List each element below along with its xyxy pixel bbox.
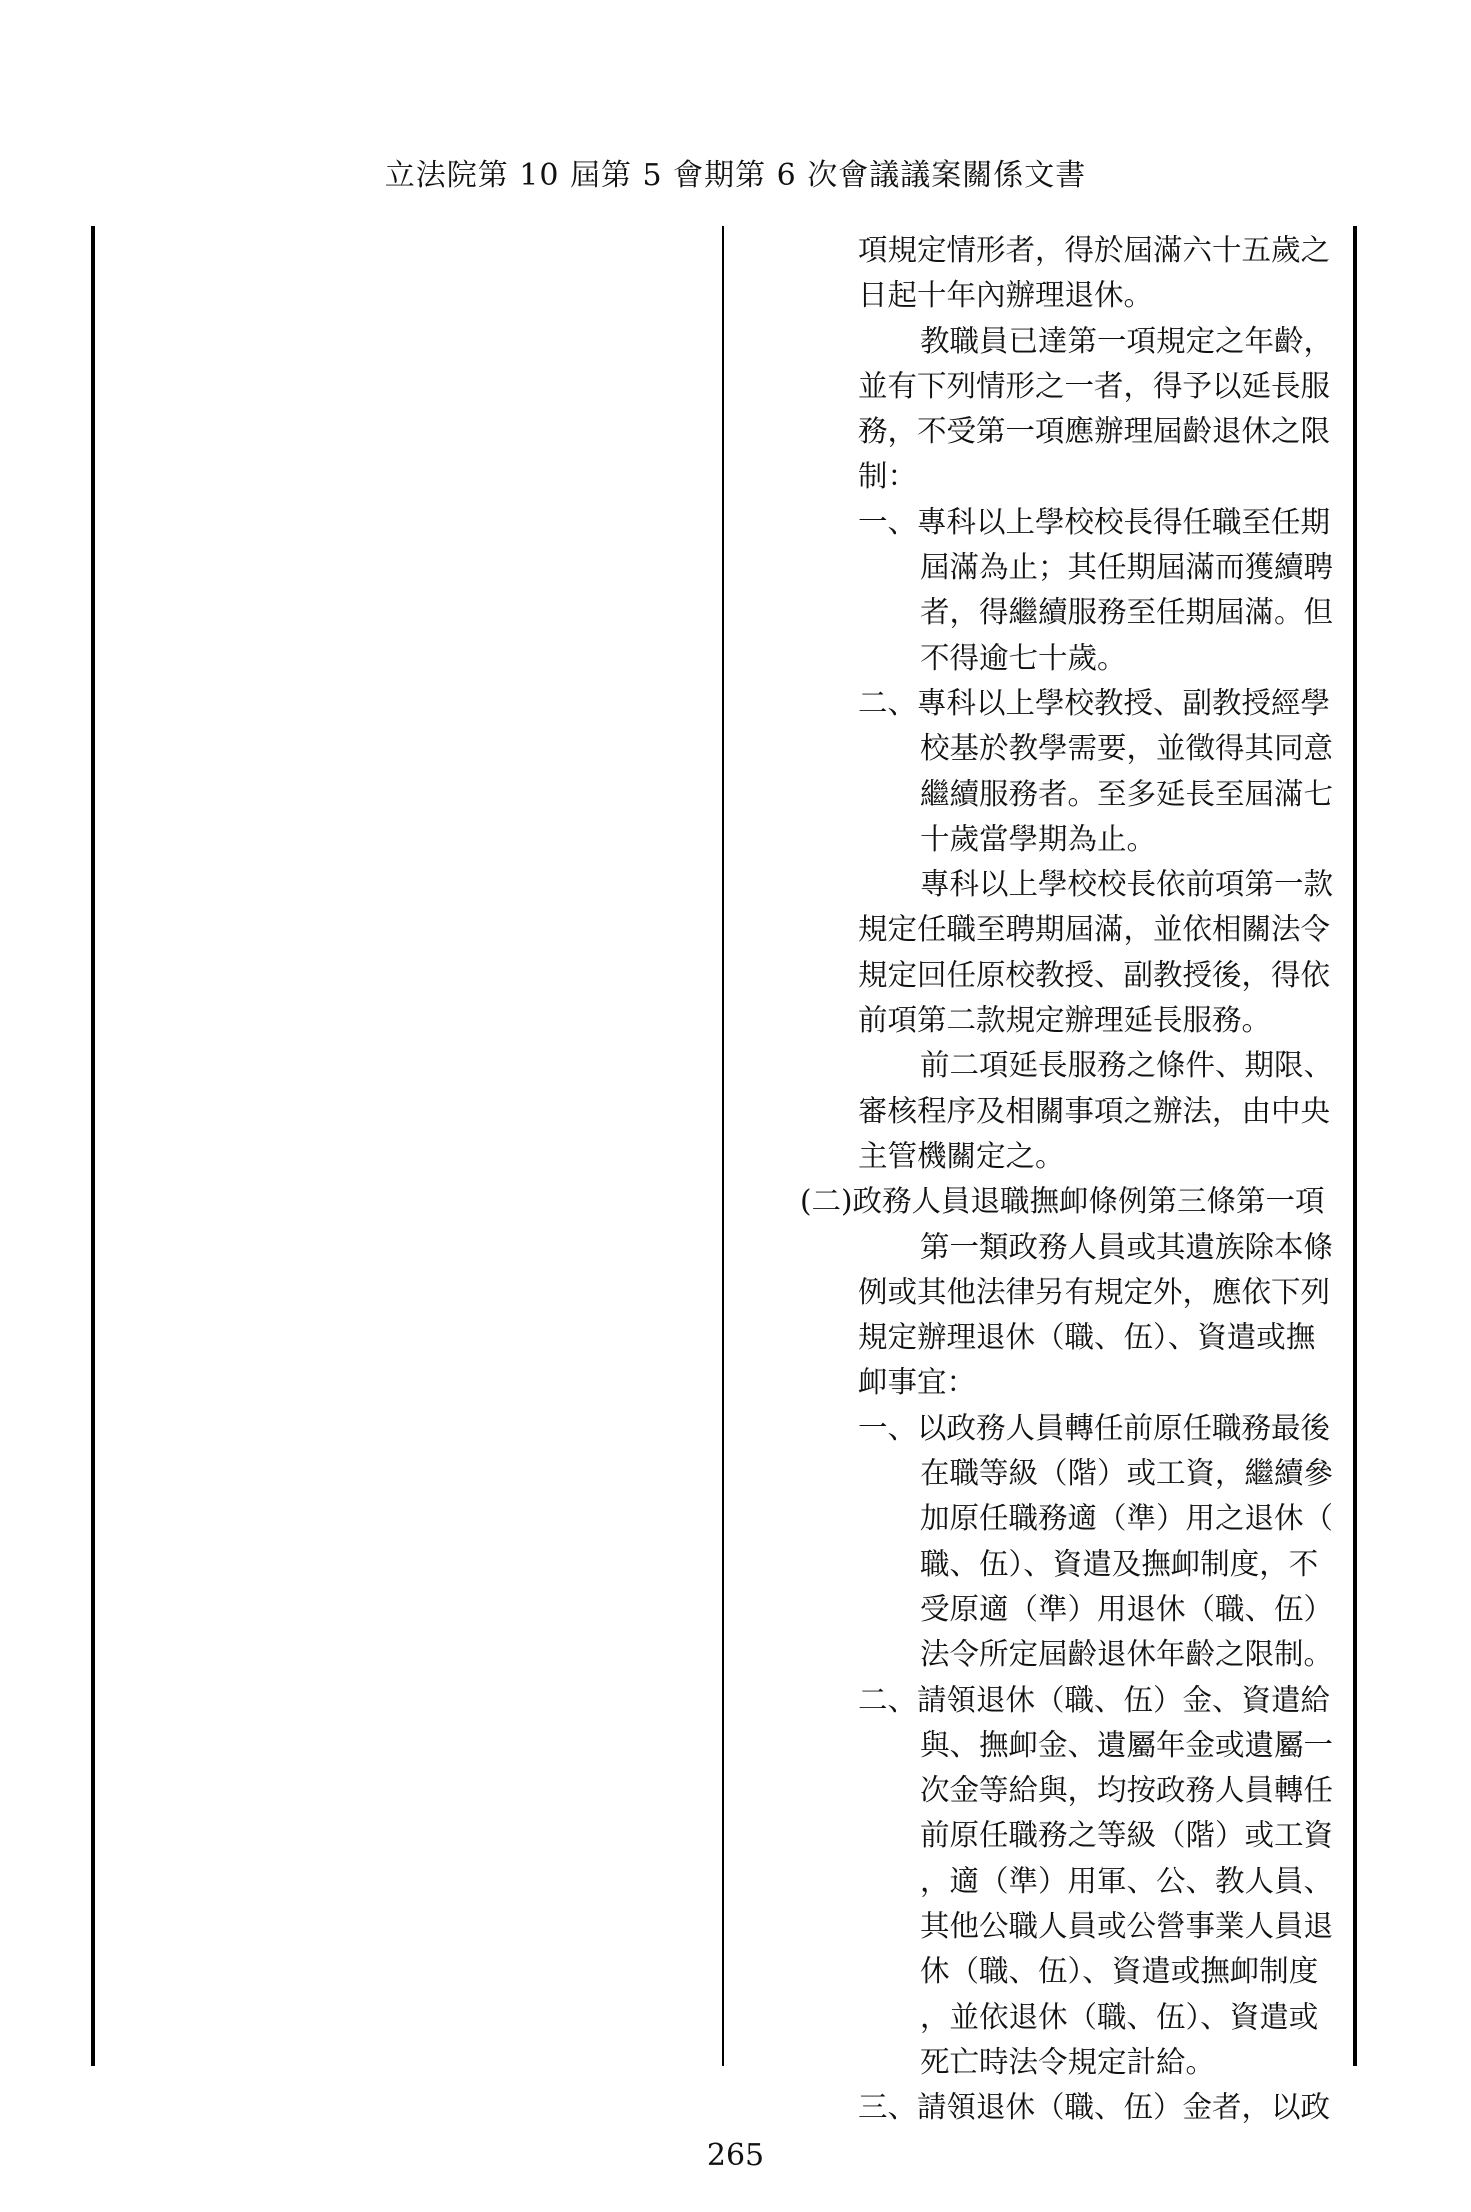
text-line: 項規定情形者，得於屆滿六十五歲之 [858,233,1331,267]
statute-text-column [800,228,1344,2130]
text-line: 規定回任原校教授、副教授後，得依 [858,957,1331,992]
text-line: 不得逾七十歲。 [920,640,1127,675]
text-line: 死亡時法令規定計給。 [920,2044,1216,2079]
text-line: ，並依退休（職、伍）、資遣或 [920,1999,1319,2034]
text-line: 例或其他法律另有規定外，應依下列 [858,1274,1331,1309]
text-line: 二、專科以上學校教授、副教授經學 [858,685,1331,720]
text-line: 並有下列情形之一者，得予以延長服 [858,368,1331,403]
text-line: 一、專科以上學校校長得任職至任期 [858,504,1331,539]
table-right-border [1353,226,1357,2066]
text-line: 在職等級（階）或工資，繼續參 [920,1456,1334,1491]
document-header: 立法院第 10 屆第 5 會期第 6 次會議議案關係文書 [384,158,1087,193]
text-line: 規定辦理退休（職、伍）、資遣或撫 [858,1320,1316,1355]
text-line: 卹事宜： [858,1365,977,1400]
text-line: 審核程序及相關事項之辦法，由中央 [858,1093,1331,1128]
text-line: 日起十年內辦理退休。 [858,278,1154,313]
text-line: 規定任職至聘期屆滿，並依相關法令 [858,912,1331,947]
table-column-divider [722,226,724,2066]
text-line: 二、請領退休（職、伍）金、資遣給 [858,1682,1331,1717]
text-line: 主管機關定之。 [858,1138,1065,1173]
table-left-border [91,226,95,2066]
text-line: 者，得繼續服務至任期屆滿。但 [920,595,1334,630]
text-line: 休（職、伍）、資遣或撫卹制度 [920,1954,1319,1989]
text-line: 專科以上學校校長依前項第一款 [920,867,1334,902]
text-line: 第一類政務人員或其遺族除本條 [920,1229,1334,1264]
text-line: 加原任職務適（準）用之退休（ [920,1501,1334,1536]
text-line: 十歲當學期為止。 [920,821,1157,856]
text-line: 繼續服務者。至多延長至屆滿七 [920,776,1334,811]
text-line: 一、以政務人員轉任前原任職務最後 [858,1410,1331,1445]
text-line: 受原適（準）用退休（職、伍） [920,1591,1334,1626]
text-line: 前項第二款規定辦理延長服務。 [858,1003,1272,1038]
text-line: ，適（準）用軍、公、教人員、 [920,1863,1334,1898]
text-line: 前二項延長服務之條件、期限、 [920,1048,1334,1083]
text-line: 屆滿為止；其任期屆滿而獲續聘 [920,550,1334,585]
text-line: 其他公職人員或公營事業人員退 [920,1908,1334,1943]
text-line: 法令所定屆齡退休年齡之限制。 [920,1637,1334,1672]
text-line: 校基於教學需要，並徵得其同意 [920,731,1334,766]
text-line: 教職員已達第一項規定之年齡， [920,323,1334,358]
text-line: 與、撫卹金、遺屬年金或遺屬一 [920,1727,1334,1762]
page-number: 265 [706,2138,765,2173]
text-line: 三、請領退休（職、伍）金者，以政 [858,2090,1331,2125]
section-heading: (二)政務人員退職撫卹條例第三條第一項 [800,1184,1325,1219]
text-line: 前原任職務之等級（階）或工資 [920,1818,1334,1853]
text-line: 制： [858,459,918,494]
text-line: 次金等給與，均按政務人員轉任 [920,1773,1334,1808]
text-line: 職、伍）、資遣及撫卹制度，不 [920,1546,1319,1581]
text-line: 務，不受第一項應辦理屆齡退休之限 [858,414,1331,449]
